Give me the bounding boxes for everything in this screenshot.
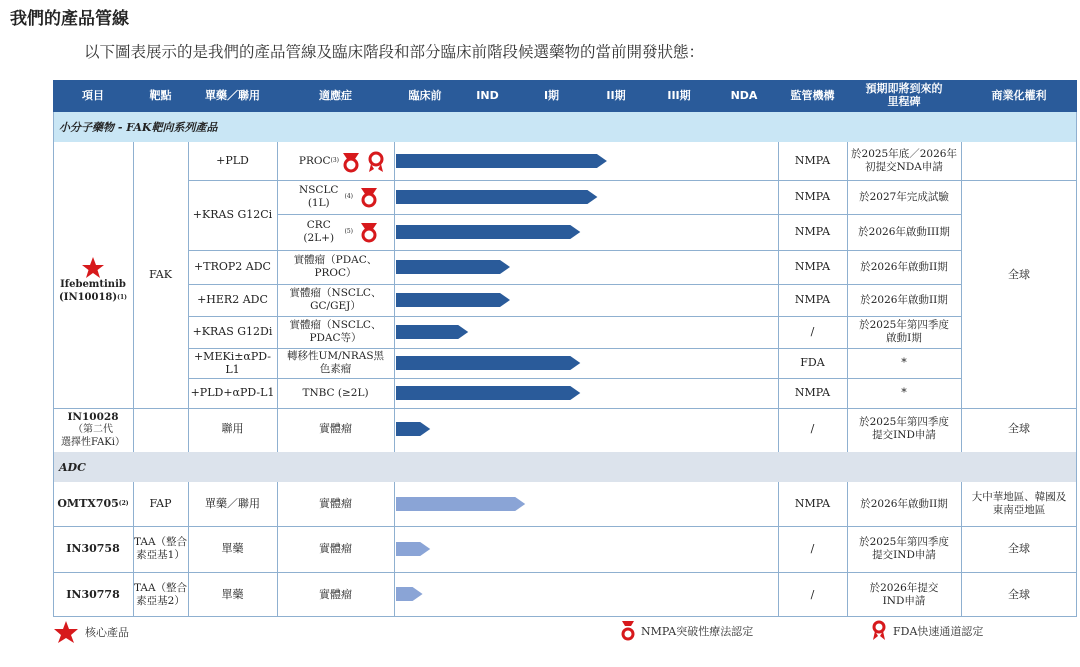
- regimen-cell: +MEKi±αPD-L1: [193, 349, 272, 376]
- header-regimen: 單藥／聯用: [188, 80, 277, 112]
- progress-bar-adc-3: [396, 587, 423, 601]
- header-regulator: 監管機構: [778, 80, 847, 112]
- indication-cell: 實體瘤: [319, 497, 352, 511]
- drug-name: Ifebemtinib: [60, 279, 126, 290]
- milestone-cell: *: [901, 356, 907, 370]
- progress-bar-adc-2: [396, 542, 430, 556]
- rights-cell: 全球: [1008, 422, 1030, 436]
- indication-cell: 實體瘤: [319, 587, 352, 601]
- milestone-cell: 於2026年啟動III期: [858, 225, 950, 238]
- section-heading: 我們的產品管線: [10, 9, 129, 29]
- milestone-cell: 於2025年第四季度啟動I期: [859, 319, 949, 344]
- progress-bar-7: [396, 356, 580, 370]
- progress-bar-in10028: [396, 422, 430, 436]
- header-phase1: I期: [519, 80, 584, 112]
- milestone-cell: 於2026年啟動II期: [860, 497, 948, 510]
- regulator-cell: NMPA: [794, 154, 831, 168]
- regimen-cell: +KRAS G12Ci: [192, 208, 273, 222]
- target-cell: FAP: [149, 497, 172, 511]
- milestone-cell: *: [901, 386, 907, 400]
- header-preclinical: 臨床前: [394, 80, 456, 112]
- regulator-cell: NMPA: [794, 386, 831, 400]
- pipeline-table: [53, 80, 1077, 617]
- fda-fast-track-icon: [871, 620, 887, 642]
- progress-bar-3: [396, 225, 580, 239]
- indication-cell: 實體瘤: [319, 542, 352, 556]
- drug-name: IN30778: [66, 587, 120, 601]
- regulator-cell: NMPA: [794, 225, 831, 239]
- nmpa-breakthrough-icon: [621, 620, 635, 642]
- indication-cell: 實體瘤（NSCLC、PDAC等）: [289, 319, 382, 344]
- progress-bar-2: [396, 190, 597, 204]
- drug-desc: 選擇性FAKi）: [61, 436, 125, 448]
- milestone-cell: 於2026年啟動II期: [860, 293, 948, 306]
- progress-bar-4: [396, 260, 510, 274]
- legend-core: 核心產品: [53, 620, 129, 644]
- header-rights: 商業化權利: [961, 80, 1077, 112]
- milestone-cell: 於2026年提交IND申請: [869, 581, 939, 607]
- drug-code: (IN10018) (1): [59, 292, 127, 303]
- progress-bar-6: [396, 325, 468, 339]
- milestone-cell: 於2025年第四季度提交IND申請: [859, 416, 949, 441]
- regulator-cell: NMPA: [794, 190, 831, 204]
- core-product-star-icon: [53, 620, 79, 644]
- intro-paragraph: 以下圖表展示的是我們的產品管線及臨床階段和部分臨床前階段候選藥物的當前開發狀態：: [84, 43, 705, 61]
- regulator-cell: FDA: [800, 356, 825, 370]
- legend-nmpa: NMPA突破性療法認定: [621, 620, 753, 642]
- indication-cell: 轉移性UM/NRAS黑色素瘤: [287, 350, 385, 375]
- rights-cell: 全球: [1008, 542, 1030, 556]
- rights-cell: 全球: [1008, 268, 1030, 282]
- legend-fda: FDA快速通道認定: [871, 620, 983, 642]
- indication-cell: 實體瘤（PDAC、PROC）: [293, 254, 378, 279]
- regimen-cell: +TROP2 ADC: [194, 260, 271, 274]
- drug-name: OMTX705 (2): [57, 497, 129, 511]
- regulator-cell: /: [810, 587, 815, 601]
- indication-cell: TNBC (≥2L): [302, 386, 369, 399]
- legend: [53, 620, 1077, 660]
- regimen-cell: 單藥: [221, 542, 244, 556]
- regimen-cell: 單藥／聯用: [205, 497, 260, 511]
- regimen-cell: +HER2 ADC: [197, 293, 268, 307]
- drug-name: IN10028: [67, 410, 119, 423]
- milestone-cell: 於2025年第四季度提交IND申請: [859, 536, 949, 561]
- milestone-cell: 於2026年啟動II期: [860, 260, 948, 273]
- section-small-molecule: 小分子藥物 - FAK靶向系列產品: [53, 112, 1077, 142]
- regulator-cell: /: [810, 325, 815, 339]
- header-indication: 適應症: [277, 80, 394, 112]
- indication-cell: NSCLC (1L) (4): [299, 184, 353, 209]
- header-phase3: III期: [648, 80, 710, 112]
- regimen-cell: +KRAS G12Di: [192, 325, 273, 339]
- rights-cell: 全球: [1008, 587, 1030, 601]
- header-nda: NDA: [710, 80, 778, 112]
- header-target: 靶點: [133, 80, 188, 112]
- regulator-cell: NMPA: [794, 293, 831, 307]
- regulator-cell: NMPA: [794, 497, 831, 511]
- indication-cell: 實體瘤: [319, 422, 352, 436]
- regulator-cell: NMPA: [794, 260, 831, 274]
- section-adc: ADC: [53, 452, 1077, 482]
- regulator-cell: /: [810, 542, 815, 556]
- regimen-cell: 單藥: [221, 587, 244, 601]
- drug-name: IN30758: [66, 542, 120, 556]
- rights-cell: 大中華地區、韓國及東南亞地區: [971, 491, 1067, 516]
- regimen-cell: 聯用: [221, 422, 244, 436]
- indication-cell: CRC (2L+) (5): [303, 219, 353, 244]
- progress-bar-8: [396, 386, 580, 400]
- header-phase2: II期: [584, 80, 648, 112]
- progress-bar-5: [396, 293, 510, 307]
- indication-cell: PROC (3): [298, 154, 339, 167]
- milestone-cell: 於2027年完成試驗: [859, 190, 949, 203]
- target-cell: TAA（整合素亞基2）: [133, 581, 188, 607]
- regimen-cell: +PLD+αPD-L1: [190, 386, 275, 400]
- target-cell: TAA（整合素亞基1）: [133, 536, 188, 561]
- indication-cell: 實體瘤（NSCLC、GC/GEJ）: [289, 287, 382, 312]
- header-milestone: 預期即將到來的里程碑: [847, 80, 961, 112]
- regimen-cell: +PLD: [216, 154, 249, 168]
- progress-bar-adc-1: [396, 497, 525, 511]
- header-project: 項目: [53, 80, 133, 112]
- drug-desc: （第二代: [73, 423, 113, 435]
- progress-bars: [53, 80, 1077, 617]
- progress-bar-1: [396, 154, 607, 168]
- target-cell: FAK: [149, 268, 172, 282]
- header-ind: IND: [456, 80, 519, 112]
- milestone-cell: 於2025年底／2026年初提交NDA申請: [851, 148, 957, 173]
- regulator-cell: /: [810, 422, 815, 436]
